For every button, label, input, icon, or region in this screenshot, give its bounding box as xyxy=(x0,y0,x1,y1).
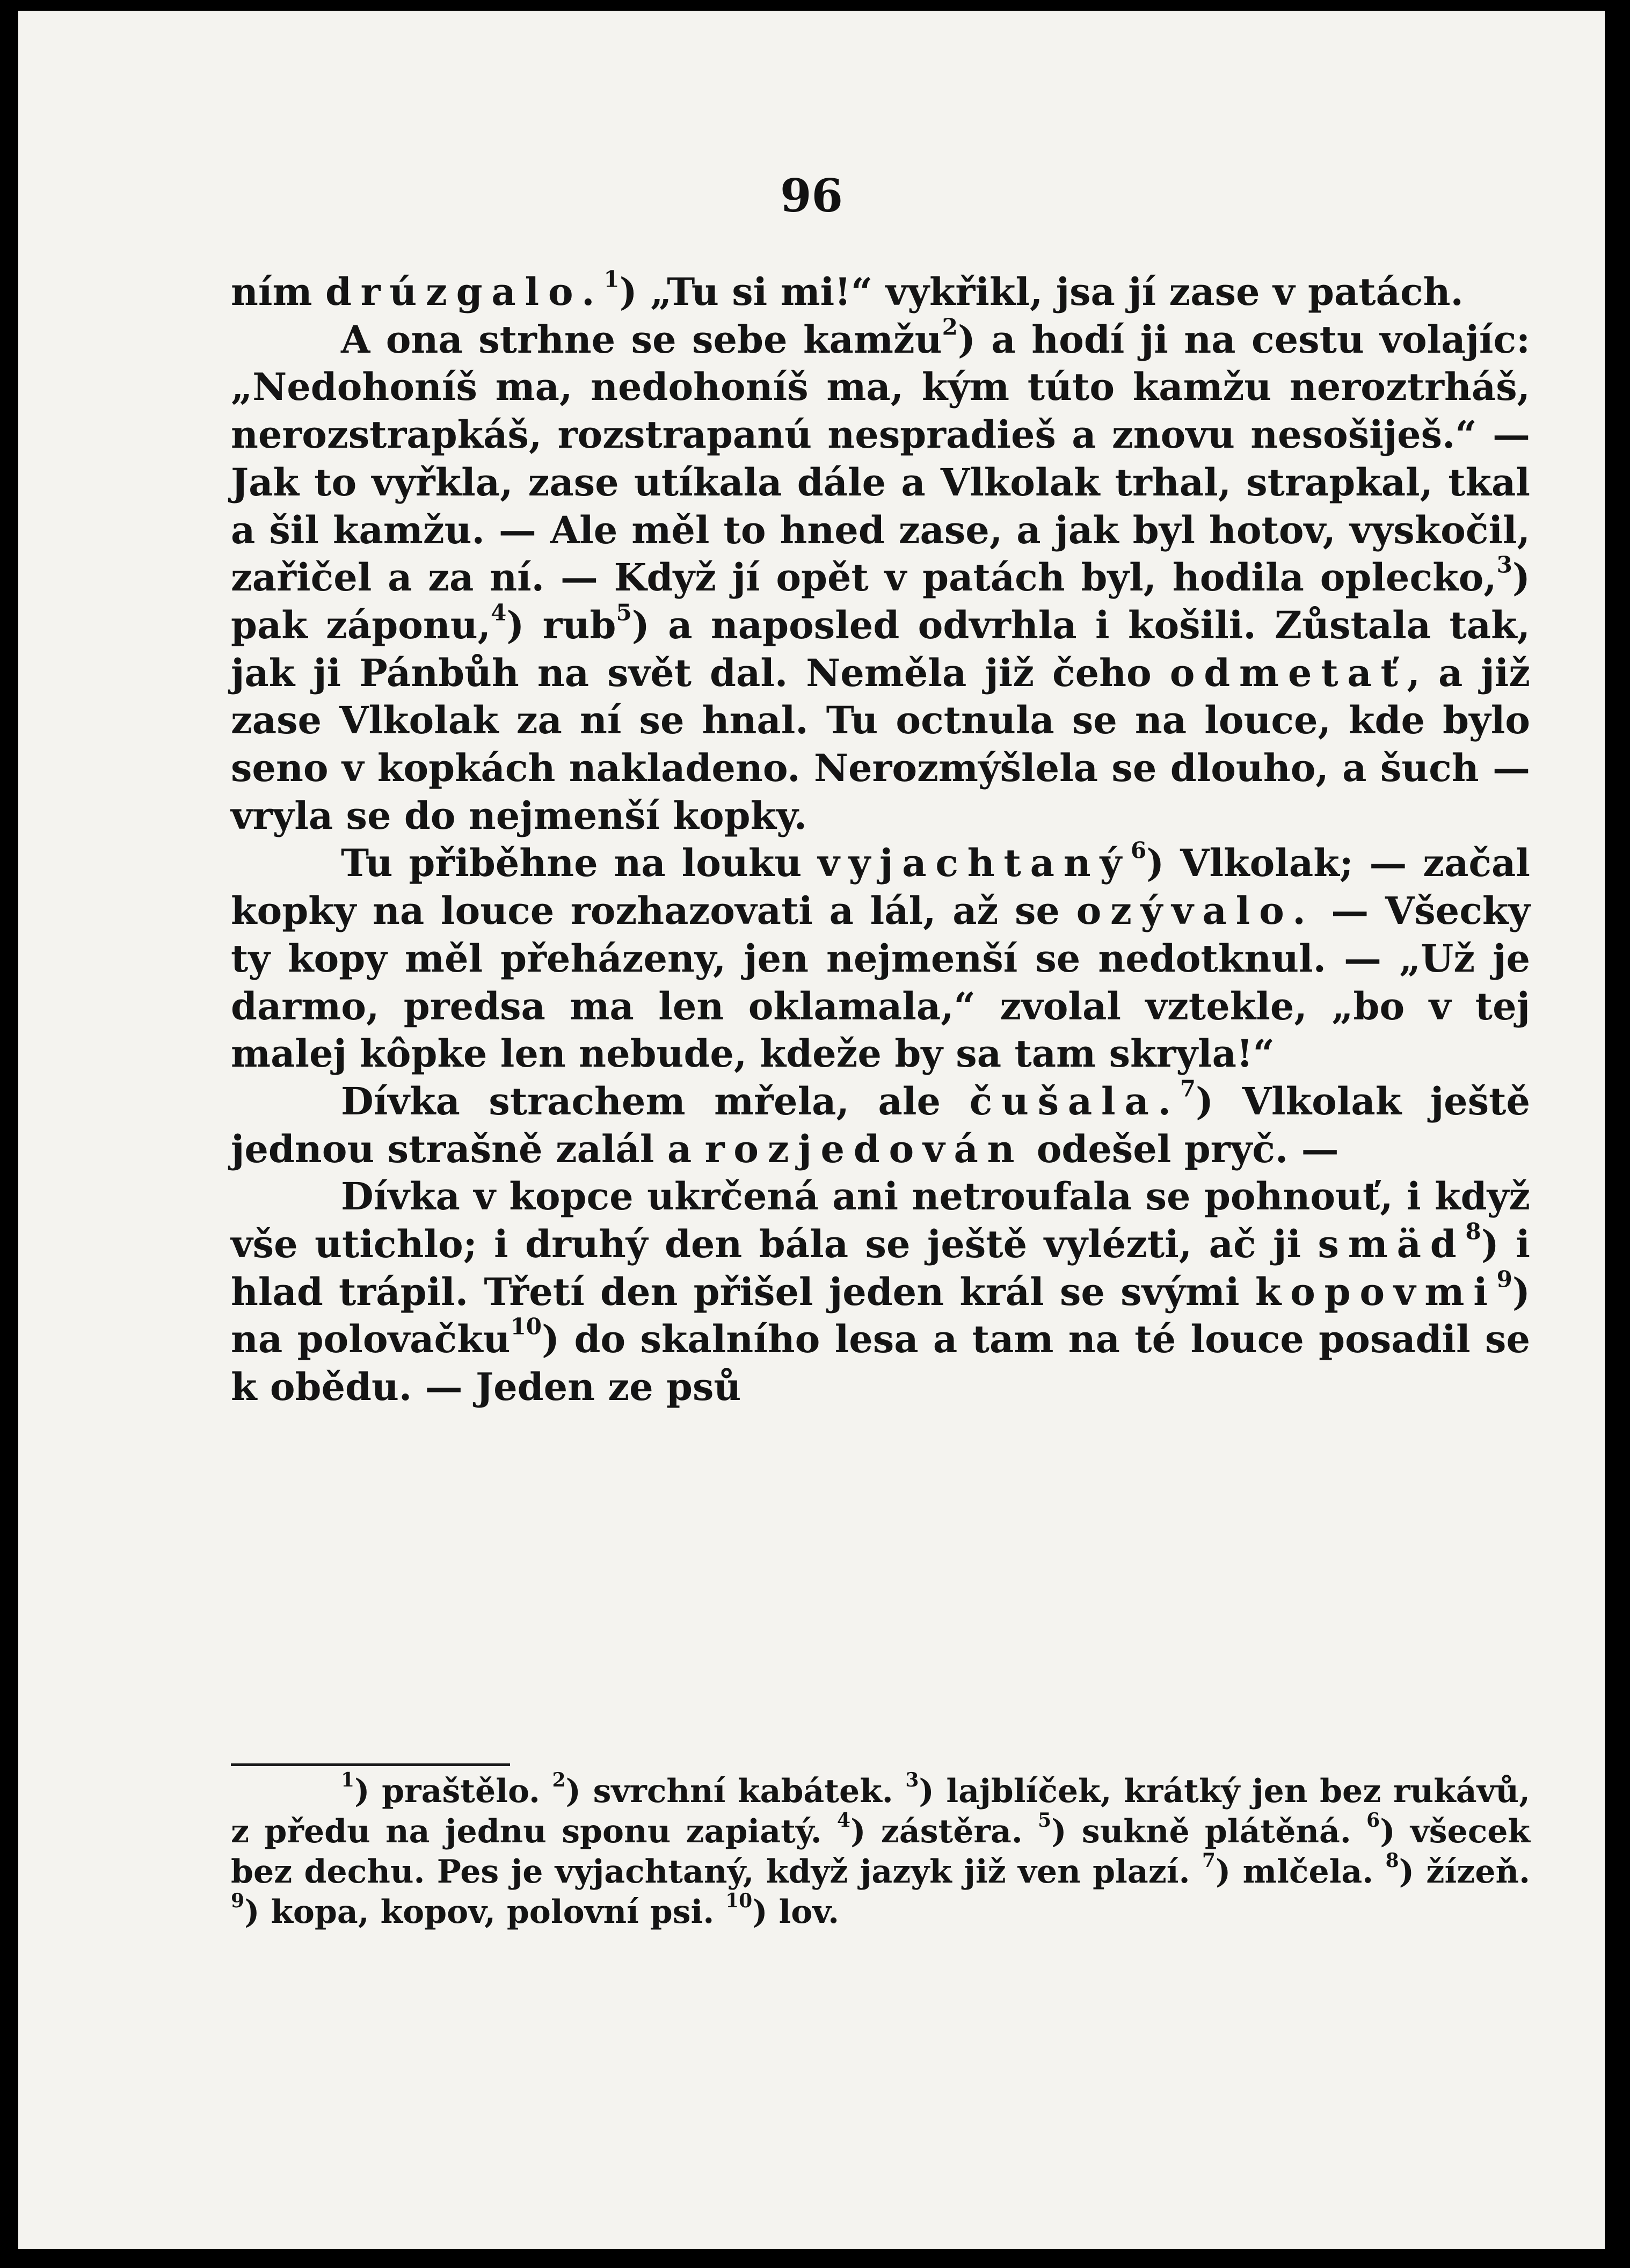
footnote-marker: 4 xyxy=(837,1809,851,1832)
paragraph-2 xyxy=(231,313,1531,840)
text-run: ) a naposled odvrhla i košili. Zůstala tak, jak ji Pánbůh na svět dal. Neměla již čeho xyxy=(231,602,1531,695)
spaced-word: odmetať xyxy=(1169,650,1407,695)
text-run: Dívka strachem mřela, ale xyxy=(341,1078,970,1124)
spaced-word: kopovmi xyxy=(1255,1269,1497,1314)
text-run: odešel pryč. — xyxy=(1023,1126,1339,1171)
paragraph-4 xyxy=(231,1075,1530,1173)
footnote-marker: 10 xyxy=(725,1890,753,1913)
footnote-ref: 7 xyxy=(1180,1075,1196,1102)
body-text xyxy=(231,268,1530,1411)
footnote-text: ) sukně plátěná. xyxy=(1051,1813,1367,1850)
text-run: ) „Tu si mi!“ vykřikl, jsa jí zase v patách. xyxy=(619,269,1464,314)
spaced-word: čušala. xyxy=(969,1078,1180,1124)
text-run: ) do skalního lesa a tam na té louce posadil se k obědu. — Jeden ze psů xyxy=(231,1317,1530,1410)
footnote-ref: 3 xyxy=(1496,551,1512,578)
text-run: ) rub xyxy=(506,602,616,647)
spaced-word: ozývalo. xyxy=(1076,888,1315,934)
footnote-ref: 1 xyxy=(603,266,620,293)
footnote-text: ) praštělo. xyxy=(354,1773,552,1810)
text-run: ) na polovačku xyxy=(231,1269,1530,1362)
footnote-ref: 8 xyxy=(1465,1218,1481,1245)
footnote-text: ) kopa, kopov, polovní psi. xyxy=(244,1893,726,1931)
text-run: Dívka v kopce ukrčená ani netroufala se pohnouť, i když vše utichlo; i druhý den bála se ještě vylézti, ač ji xyxy=(231,1174,1530,1267)
footnote-ref: 10 xyxy=(510,1313,542,1340)
spaced-word: rozjedován xyxy=(704,1126,1024,1171)
text-run: , a již zase Vlkolak za ní se hnal. Tu octnula se na louce, kde bylo seno v kopkách nakladeno. Nerozmýšlela se dlouho, a šuch — vryla se do nejmenší kopky. xyxy=(231,650,1531,838)
text-run: ) Vlkolak ještě jednou strašně zalál a xyxy=(231,1078,1530,1171)
paragraph-3 xyxy=(231,837,1531,1078)
spaced-word: smäd xyxy=(1318,1222,1466,1267)
footnote-text: ) lov. xyxy=(752,1893,840,1931)
footnote-ref: 6 xyxy=(1130,837,1147,864)
footnote-separator xyxy=(231,1763,510,1766)
spaced-word: drúzgalo. xyxy=(325,269,604,314)
text-run: A ona strhne se sebe kamžu xyxy=(341,317,942,362)
footnote-marker: 2 xyxy=(552,1769,566,1792)
footnote-text: ) svrchní kabátek. xyxy=(565,1773,906,1810)
text-run: Tu přiběhne na louku xyxy=(341,841,818,886)
page-number: 96 xyxy=(780,169,843,222)
footnote-marker: 5 xyxy=(1038,1809,1052,1832)
text-run: ) i hlad trápil. Třetí den přišel jeden král se svými xyxy=(231,1222,1530,1314)
paragraph-1 xyxy=(231,268,1530,316)
footnote-text: ) všecek bez dechu. Pes je vyjachtaný, když jazyk již ven plazí. xyxy=(231,1813,1530,1891)
footnote-ref: 5 xyxy=(616,599,632,626)
footnotes xyxy=(231,1771,1530,1932)
footnote-marker: 1 xyxy=(341,1769,355,1792)
footnote-marker: 3 xyxy=(905,1769,919,1792)
book-page xyxy=(18,11,1605,2249)
text-run: ) pak záponu, xyxy=(231,555,1530,647)
paragraph-5 xyxy=(231,1173,1530,1411)
text-run: ) a hodí ji na cestu volajíc: „Nedohoníš ma, nedohoníš ma, kým túto kamžu neroztrháš, nerozstrapkáš, rozstrapanú nespradieš a znovu nesošiješ.“ — Jak to vyřkla, zase utíkala dále a Vlkolak trhal, strapkal, tkal a šil kamžu. — Ale měl to hned zase, a jak byl hotov, vyskočil, zařičel a za ní. — Když jí opět v patách byl, hodila oplecko, xyxy=(231,317,1530,600)
footnote-text: ) lajblíček, krátký jen bez rukávů, z předu na jednu sponu zapiatý. xyxy=(231,1773,1531,1850)
footnote-text: ) mlčela. xyxy=(1215,1853,1386,1891)
text-run: — Všecky ty kopy měl přeházeny, jen nejmenší se nedotknul. — „Už je darmo, predsa ma len oklamala,“ zvolal vztekle, „bo v tej malej kôpke len nebude, kdeže by sa tam skryla!“ xyxy=(231,888,1531,1076)
footnote-text: ) žízeň. xyxy=(1399,1853,1530,1891)
text-run: ním xyxy=(231,269,325,314)
footnote-marker: 7 xyxy=(1202,1849,1216,1872)
footnote-ref: 2 xyxy=(942,313,958,340)
footnote-ref: 9 xyxy=(1496,1266,1512,1293)
footnote-marker: 9 xyxy=(231,1890,245,1913)
footnote-block xyxy=(231,1771,1530,1932)
footnote-text: ) zástěra. xyxy=(850,1813,1038,1850)
footnote-ref: 4 xyxy=(491,599,507,626)
footnote-marker: 8 xyxy=(1385,1849,1399,1872)
text-run: ) Vlkolak; — začal kopky na louce rozhazovati a lál, až se xyxy=(231,841,1530,934)
spaced-word: vyjachtaný xyxy=(818,841,1131,886)
footnote-marker: 6 xyxy=(1366,1809,1380,1832)
